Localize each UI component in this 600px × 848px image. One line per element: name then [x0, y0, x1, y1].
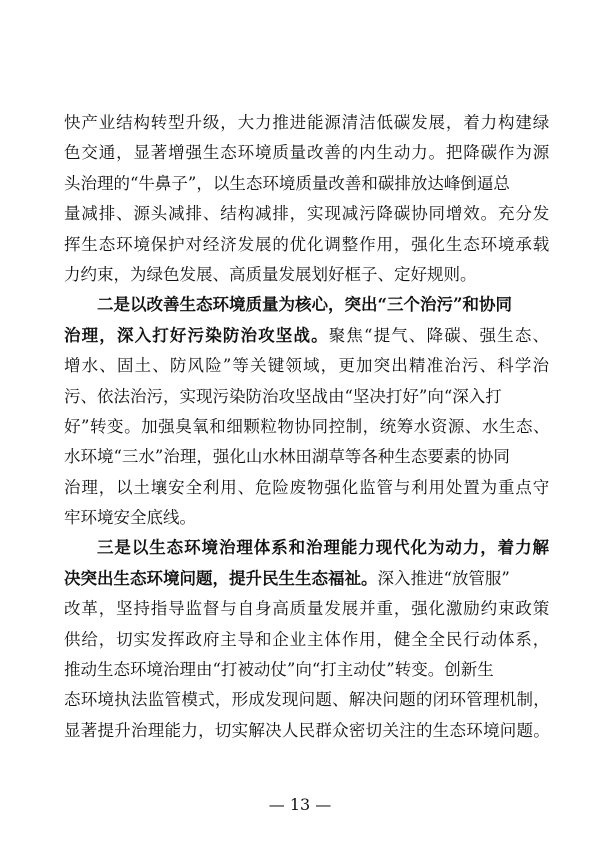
- text-segment: 供给，切实发挥政府主导和企业主体作用，健全全民行动体系，: [64, 629, 550, 649]
- text-segment: 色交通，显著增强生态环境质量改善的内生动力。把降碳作为源: [64, 143, 550, 163]
- text-line: [64, 169, 550, 199]
- text-segment: 力约束，为绿色发展、高质量发展划好框子、定好规则。: [64, 264, 477, 284]
- text-line: [64, 108, 550, 138]
- text-segment: 聚焦“提气、降碳、强生态、: [328, 325, 550, 345]
- text-line: [64, 412, 550, 442]
- text-line: [64, 138, 550, 168]
- bold-text: 治理，深入打好污染防治攻坚战。: [64, 325, 329, 345]
- text-line: [64, 594, 550, 624]
- text-segment: 态环境执法监管模式，形成发现问题、解决问题的闭环管理机制，: [64, 690, 550, 710]
- page-number: — 13 —: [268, 795, 332, 814]
- text-segment: 量减排、源头减排、结构减排，实现减污降碳协同增效。充分发: [64, 204, 550, 224]
- text-segment: 治理，以土壤安全利用、危险废物强化监管与利用处置为重点守: [64, 477, 550, 497]
- text-line: [64, 290, 550, 320]
- text-line: [64, 199, 550, 229]
- text-segment: 推动生态环境治理由“打被动仗”向“打主动仗”转变。创新生: [64, 660, 494, 680]
- text-line: [64, 564, 550, 594]
- text-line: [64, 503, 550, 533]
- bold-text: 三是以生态环境治理体系和治理能力现代化为动力，着力解: [97, 538, 550, 558]
- text-line: [64, 260, 550, 290]
- text-segment: 水环境“三水”治理，强化山水林田湖草等各种生态要素的协同: [64, 447, 510, 467]
- text-line: [64, 625, 550, 655]
- text-segment: 快产业结构转型升级，大力推进能源清洁低碳发展，着力构建绿: [64, 113, 550, 132]
- paragraph-3: [64, 533, 550, 746]
- text-segment: 好”转变。加强臭氧和细颗粒物协同控制，统筹水资源、水生态、: [64, 416, 550, 436]
- text-segment: 头治理的“牛鼻子”，以生态环境质量改善和碳排放达峰倒逼总: [64, 173, 510, 193]
- text-segment: 改革，坚持指导监督与自身高质量发展并重，强化激励约束政策: [64, 599, 550, 619]
- text-line: [64, 321, 550, 351]
- text-segment: 污、依法治污，实现污染防治攻坚战由“坚决打好”向“深入打: [64, 386, 502, 406]
- text-line: [64, 230, 550, 260]
- bold-text: 决突出生态环境问题，提升民生生态福祉。: [64, 568, 378, 588]
- text-segment: 牢环境安全底线。: [64, 508, 196, 528]
- text-line: [64, 533, 550, 563]
- text-line: [64, 351, 550, 381]
- text-segment: 显著提升治理能力，切实解决人民群众密切关注的生态环境问题。: [64, 720, 550, 740]
- text-line: [64, 382, 550, 412]
- text-line: [64, 716, 550, 746]
- text-line: [64, 655, 550, 685]
- text-segment: 增水、固土、防风险”等关键领域，更加突出精准治污、科学治: [64, 356, 550, 376]
- text-line: [64, 442, 550, 472]
- text-segment: 挥生态环境保护对经济发展的优化调整作用，强化生态环境承载: [64, 234, 550, 254]
- text-line: [64, 473, 550, 503]
- paragraph-1: [64, 108, 550, 290]
- body-text: [64, 108, 550, 746]
- text-segment: 深入推进“放管服”: [377, 568, 510, 588]
- bold-text: 二是以改善生态环境质量为核心，突出“三个治污”和协同: [97, 295, 512, 315]
- paragraph-2: [64, 290, 550, 533]
- text-line: [64, 685, 550, 715]
